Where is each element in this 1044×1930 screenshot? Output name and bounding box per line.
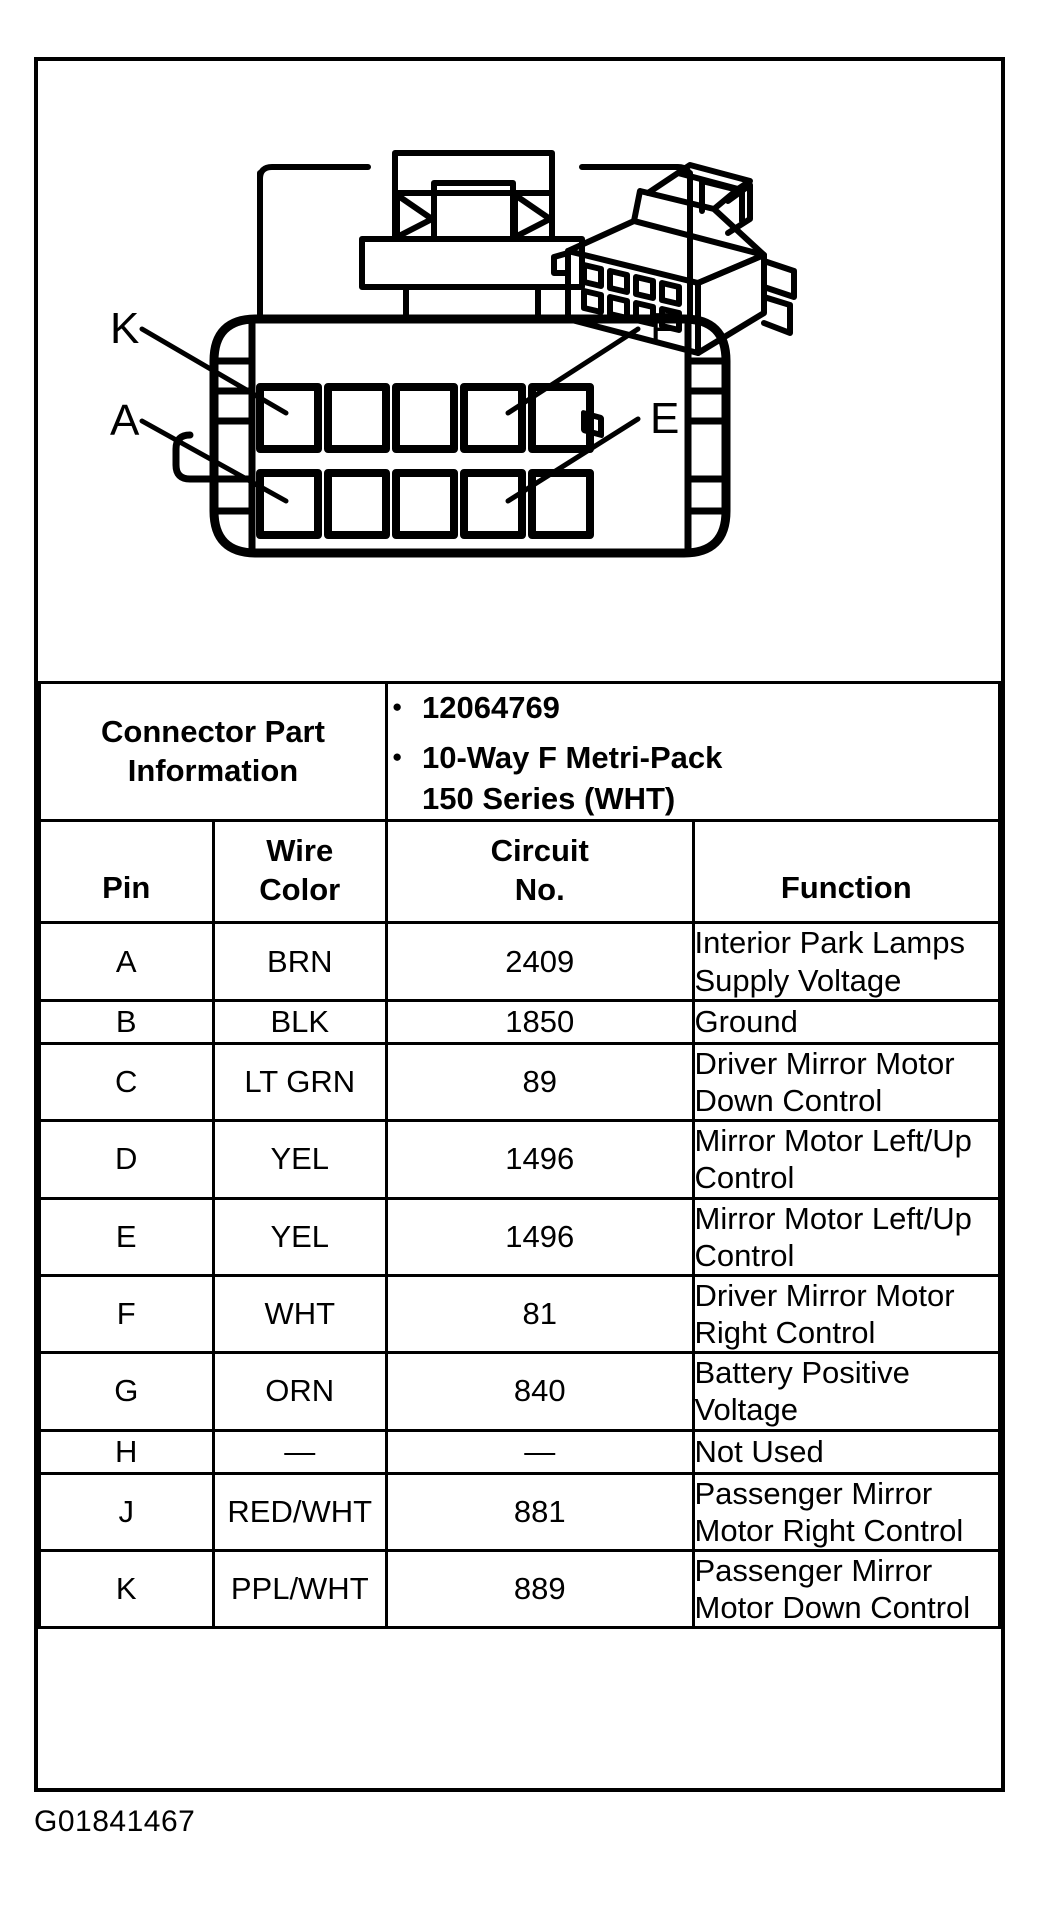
cell-circuit-no: 89 bbox=[387, 1043, 694, 1120]
cell-circuit-no: 1496 bbox=[387, 1121, 694, 1198]
cell-pin: F bbox=[40, 1275, 214, 1352]
callout-label-k: K bbox=[110, 304, 140, 353]
cell-pin: A bbox=[40, 923, 214, 1000]
cell-function: Not Used bbox=[693, 1430, 1000, 1473]
cell-function: Passenger Mirror Motor Right Control bbox=[693, 1473, 1000, 1550]
connector-diagram-svg bbox=[38, 61, 1001, 681]
cell-pin: B bbox=[40, 1000, 214, 1043]
cavity-row-top bbox=[260, 387, 590, 449]
table-row bbox=[40, 1353, 1000, 1430]
cell-pin: G bbox=[40, 1353, 214, 1430]
cell-pin: J bbox=[40, 1473, 214, 1550]
connector-type-line1: 10-Way F Metri-Pack bbox=[422, 740, 723, 776]
cell-function: Interior Park Lamps Supply Voltage bbox=[693, 923, 1000, 1000]
table-row bbox=[40, 1551, 1000, 1628]
callout-label-e: E bbox=[650, 394, 680, 443]
bullet-icon bbox=[392, 738, 402, 768]
cell-pin: K bbox=[40, 1551, 214, 1628]
connector-shell-outline bbox=[260, 167, 690, 319]
cell-circuit-no: 889 bbox=[387, 1551, 694, 1628]
header-function: Function bbox=[693, 820, 1000, 923]
cell-circuit-no: 881 bbox=[387, 1473, 694, 1550]
connector-part-number-item bbox=[388, 688, 998, 728]
cell-wire-color: BLK bbox=[213, 1000, 387, 1043]
header-circuit-no-line2: No. bbox=[514, 871, 565, 907]
callout-label-f: F bbox=[650, 304, 677, 353]
cell-function: Mirror Motor Left/Up Control bbox=[693, 1198, 1000, 1275]
cell-circuit-no: — bbox=[387, 1430, 694, 1473]
table-row bbox=[40, 923, 1000, 1000]
table-row bbox=[40, 1430, 1000, 1473]
cell-function: Driver Mirror Motor Down Control bbox=[693, 1043, 1000, 1120]
connector-part-info-label-line1: Connector Part bbox=[101, 713, 325, 749]
callout-label-a: A bbox=[110, 396, 140, 445]
table-row bbox=[40, 1000, 1000, 1043]
table-row bbox=[40, 1275, 1000, 1352]
cell-wire-color: WHT bbox=[213, 1275, 387, 1352]
connector-diagram bbox=[38, 61, 1001, 681]
header-wire-color-line1: Wire bbox=[266, 832, 334, 868]
cell-pin: D bbox=[40, 1121, 214, 1198]
connector-type-line2: 150 Series (WHT) bbox=[422, 780, 676, 816]
cell-circuit-no: 1496 bbox=[387, 1198, 694, 1275]
cell-wire-color: YEL bbox=[213, 1198, 387, 1275]
cell-wire-color: BRN bbox=[213, 923, 387, 1000]
pinout-table bbox=[38, 681, 1001, 1629]
cell-wire-color: ORN bbox=[213, 1353, 387, 1430]
bullet-icon bbox=[392, 688, 402, 718]
cell-pin: C bbox=[40, 1043, 214, 1120]
cell-circuit-no: 81 bbox=[387, 1275, 694, 1352]
table-row bbox=[40, 1121, 1000, 1198]
cell-function: Driver Mirror Motor Right Control bbox=[693, 1275, 1000, 1352]
connector-type-item bbox=[388, 738, 998, 819]
table-row bbox=[40, 1198, 1000, 1275]
cell-wire-color: — bbox=[213, 1430, 387, 1473]
cell-pin: E bbox=[40, 1198, 214, 1275]
table-header-row bbox=[40, 820, 1000, 923]
cell-function: Ground bbox=[693, 1000, 1000, 1043]
cell-function: Passenger Mirror Motor Down Control bbox=[693, 1551, 1000, 1628]
connector-part-info-label bbox=[40, 683, 387, 821]
figure-frame bbox=[34, 57, 1005, 1792]
connector-latch bbox=[362, 153, 582, 319]
cell-pin: H bbox=[40, 1430, 214, 1473]
cell-circuit-no: 1850 bbox=[387, 1000, 694, 1043]
table-row bbox=[40, 1043, 1000, 1120]
cell-circuit-no: 840 bbox=[387, 1353, 694, 1430]
header-pin: Pin bbox=[40, 820, 214, 923]
cell-function: Mirror Motor Left/Up Control bbox=[693, 1121, 1000, 1198]
header-circuit-no bbox=[387, 820, 694, 923]
figure-caption: G01841467 bbox=[34, 1805, 196, 1838]
connector-part-info-values bbox=[387, 683, 1000, 821]
cell-wire-color: LT GRN bbox=[213, 1043, 387, 1120]
cell-wire-color: PPL/WHT bbox=[213, 1551, 387, 1628]
cell-function: Battery Positive Voltage bbox=[693, 1353, 1000, 1430]
header-circuit-no-line1: Circuit bbox=[490, 832, 589, 868]
header-wire-color bbox=[213, 820, 387, 923]
connector-part-info-label-line2: Information bbox=[127, 753, 299, 789]
cell-wire-color: RED/WHT bbox=[213, 1473, 387, 1550]
table-row bbox=[40, 1473, 1000, 1550]
connector-part-info-row bbox=[40, 683, 1000, 821]
header-wire-color-line2: Color bbox=[259, 871, 341, 907]
cell-wire-color: YEL bbox=[213, 1121, 387, 1198]
connector-part-number: 12064769 bbox=[422, 690, 560, 725]
connector-right-tabs bbox=[688, 361, 726, 511]
cell-circuit-no: 2409 bbox=[387, 923, 694, 1000]
